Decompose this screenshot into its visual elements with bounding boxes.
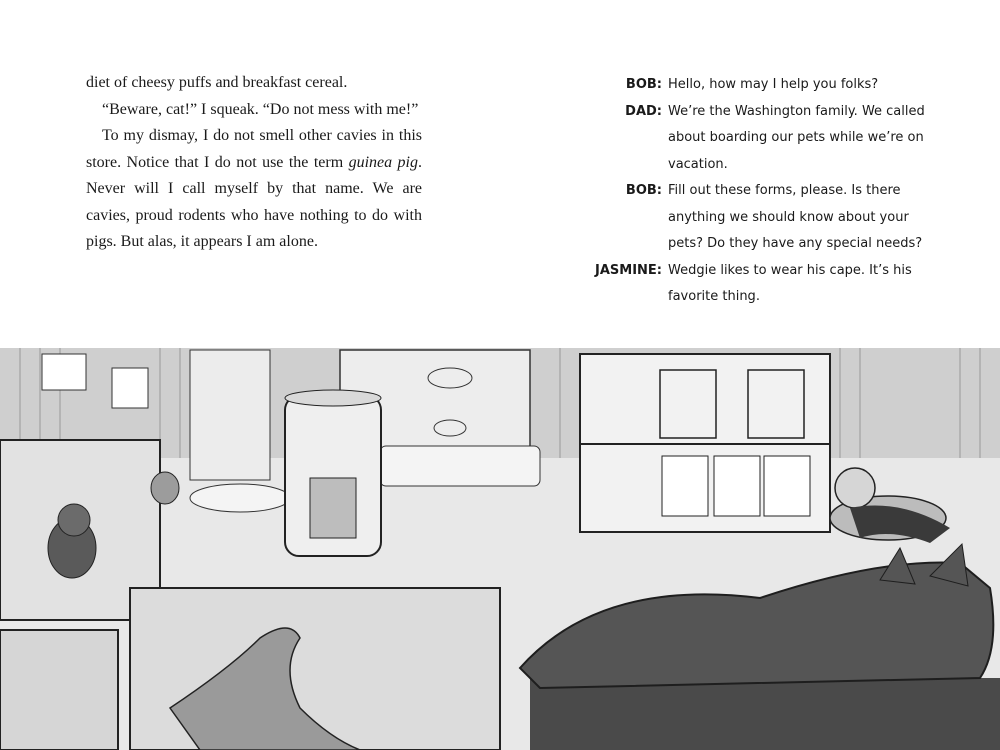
hand (151, 472, 179, 504)
paragraph-3-part-1: To my dismay, I do not smell other cavies in this store. Notice that I do not use the term (86, 127, 422, 171)
food-bag (662, 456, 708, 516)
paragraph-3-italic-term: guinea pig (348, 153, 418, 171)
wall-poster (42, 354, 86, 390)
tank-base (380, 446, 540, 486)
script-line (580, 258, 925, 311)
speaker-label: BOB: (625, 77, 662, 92)
speech-text: We’re the Washington family. We called about boarding our pets while we’re on vacation. (668, 103, 925, 172)
corgi-head (835, 468, 875, 508)
small-tank-lower (0, 630, 118, 750)
food-bag (764, 456, 810, 516)
speaker-label: JASMINE: (595, 262, 662, 278)
script-line (580, 178, 925, 258)
script-line (580, 99, 925, 179)
speech-text: Fill out these forms, please. Is there anything we should know about your pets? Do they have any special needs? (668, 183, 923, 251)
speech-text: Hello, how may I help you folks? (668, 77, 879, 92)
speaker-label: DAD: (625, 103, 662, 119)
script-line (580, 72, 925, 99)
speaker-label: BOB: (625, 183, 662, 198)
speech-text: Wedgie likes to wear his cape. It’s his favorite thing. (668, 262, 912, 304)
right-page-script (580, 72, 925, 311)
counter (530, 678, 1000, 750)
cylinder-tank-top (285, 390, 381, 406)
paragraph-3 (86, 123, 422, 256)
castle-ornament (310, 478, 356, 538)
paragraph-1: diet of cheesy puffs and breakfast cereal. (86, 74, 348, 91)
cavie-head (58, 504, 90, 536)
pet-store-scene-illustration (0, 348, 1000, 750)
food-bag (714, 456, 760, 516)
paragraph-3-part-2: . Never will I call myself by that name. We are cavies, proud rodents who have nothing to do with pigs. But alas, it appears I am alone. (86, 153, 422, 250)
paragraph-2: “Beware, cat!” I squeak. “Do not mess with me!” (102, 100, 419, 118)
left-page-prose (86, 70, 422, 256)
tank-base-round (190, 484, 290, 512)
fish-tank-small (190, 350, 270, 480)
wall-poster (112, 368, 148, 408)
